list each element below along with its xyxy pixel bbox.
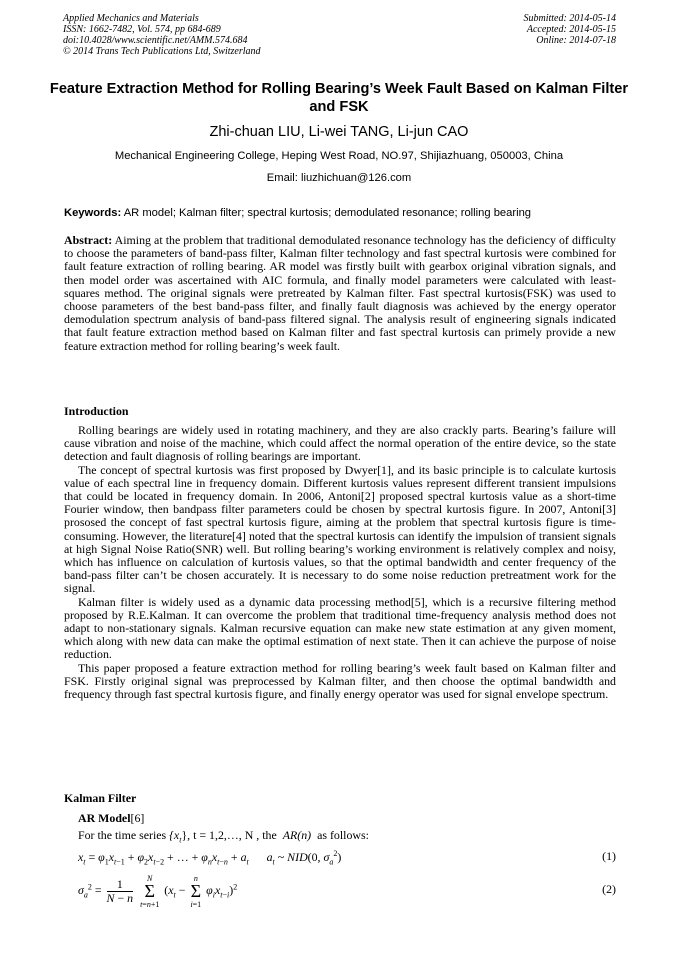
keywords-text: AR model; Kalman filter; spectral kurtosis; demodulated resonance; rolling bearing: [123, 207, 532, 219]
abstract: [64, 234, 616, 353]
journal-info: [63, 13, 261, 57]
authors: Zhi-chuan LIU, Li-wei TANG, Li-jun CAO: [209, 124, 469, 140]
dates-info: [524, 13, 617, 46]
ar-model-label: AR Model: [78, 811, 131, 825]
keywords-label: Keywords:: [64, 207, 122, 219]
time-series-mid: , t = 1,2,…, N , the: [187, 828, 277, 842]
online-date: Online: 2014-07-18: [536, 35, 616, 46]
issn-line: ISSN: 1662-7482, Vol. 574, pp 684-689: [63, 24, 221, 35]
abstract-text: Aiming at the problem that traditional demodulated resonance technology has the deficiency of difficulty to choose the parameters of band-pass filter, Kalman filter technology and fast spectral kurtosis were combined for fault feature extraction of rolling bearing. AR model was firstly built with gearbox original vibration signals, and then model order was ascertained with AIC formula, and finally model parameters were calculated with least-squares method. The original signals were pretreated by Kalman filter. Fast spectral kurtosis(FSK) was used to choose parameters of the best band-pass filter, and finally fault diagnosis was achieved by the energy operator demodulation spectrum analysis of band-pass filtered signal. The analysis result of engineering signals indicated that fault feature extraction method based on Kalman filter and fast spectral kurtosis can primely provide a new feature extraction method for rolling bearing’s week fault.: [64, 233, 616, 353]
email: Email: liuzhichuan@126.com: [266, 172, 412, 184]
time-series-pre: For the time series: [78, 828, 167, 842]
introduction-body: [64, 424, 616, 701]
submitted-date: Submitted: 2014-05-14: [523, 13, 616, 24]
time-series-line: For the time series $\{x_t\}$, t = 1,2,…, N , the AR(n) as follows:: [78, 828, 369, 845]
equation-1-formula: $x_t = \varphi_1x_{t-1} + \varphi_2x_{t-2}$ + … + $\varphi_nx_{t-n} + a_t$ $a_t$ ~ NID(0, $\sigma_a^2$): [78, 849, 342, 867]
time-series-post: as follows:: [317, 828, 369, 842]
equation-1: [78, 849, 616, 866]
introduction-heading: Introduction: [64, 404, 129, 418]
intro-paragraph-4: This paper proposed a feature extraction method for rolling bearing’s week fault based on Kalman filter and FSK. Firstly original signal was preprocessed by Kalman filter, and then choose the optimal bandwidth and frequency through fast spectral kurtosis figure, and finally energy operator was used for signal envelope spectrum.: [64, 660, 616, 702]
journal-name: Applied Mechanics and Materials: [63, 13, 199, 24]
equation-1-number: (1): [602, 849, 616, 863]
equation-2-number: (2): [602, 882, 616, 896]
copyright-line: © 2014 Trans Tech Publications Ltd, Switzerland: [63, 46, 261, 57]
kalman-heading: Kalman Filter: [64, 791, 137, 805]
ar-model-subheading: [78, 811, 144, 826]
keywords: [64, 207, 616, 219]
doi-line: doi:10.4028/www.scientific.net/AMM.574.684: [63, 35, 248, 46]
intro-paragraph-2: The concept of spectral kurtosis was first proposed by Dwyer[1], and its basic principle is to calculate kurtosis value of each spectral line in frequency domain. Different kurtosis values represent different transient impulsions that could be located in frequency domain. In 2006, Antoni[2] proposed spectral kurtosis value as a short-time Fourier window, then bandpass filter parameters could be chosen by spectral kurtosis figure. In 2007, Antoni[3] prososed the concept of fast spectral kurtosis figure, aiming at the problem that spectral kurtosis figure is time-consuming. However, the literature[4] noted that the spectral kurtosis can identify the impulsion of transient signals at high Signal Noise Ratio(SNR) well. But rolling bearing’s working environment is relatively complex and noisy, which has influence on calculation of kurtosis values, so that the optimal bandwidth and center frequency of the band-pass filter can’t be chosen accurately. It is necessary to do some noise reduction pretreatment work for the signal.: [64, 462, 616, 596]
ar-symbol: AR(n): [282, 828, 312, 842]
intro-paragraph-1: Rolling bearings are widely used in rotating machinery, and they are also crackly parts. Bearing’s failure will cause vibration and noise of the machine, which could affect the normal operation of the entire device, so the state detection and fault diagnosis of rolling bearings are important.: [64, 423, 616, 464]
equation-2: [78, 870, 616, 910]
paper-title: Feature Extraction Method for Rolling Bearing’s Week Fault Based on Kalman Filter and FSK: [49, 81, 629, 115]
abstract-label: Abstract:: [64, 233, 113, 247]
ar-model-ref: [6]: [130, 811, 145, 825]
intro-paragraph-3: Kalman filter is widely used as a dynamic data processing method[5], which is a recursive filtering method proposed by R.E.Kalman. It can overcome the problem that traditional time-frequency analysis method does not adapt to non-stationary signals. Kalman recursive equation can make new state estimation at any given moment, which along with new data can make the optimal estimation of next state. Then it can achieve the purpose of noise reduction.: [64, 594, 616, 662]
series-symbol: {x: [169, 828, 180, 842]
accepted-date: Accepted: 2014-05-15: [526, 24, 616, 35]
affiliation: Mechanical Engineering College, Heping West Road, NO.97, Shijiazhuang, 050003, China: [114, 150, 564, 162]
equation-2-formula: $\sigma_a^2$ = $\frac{1}{N - n}$ N Σ t=n+1 ($x_t - n$ Σ i=1 $\varphi_ix_{t-i})^2$: [78, 874, 238, 909]
